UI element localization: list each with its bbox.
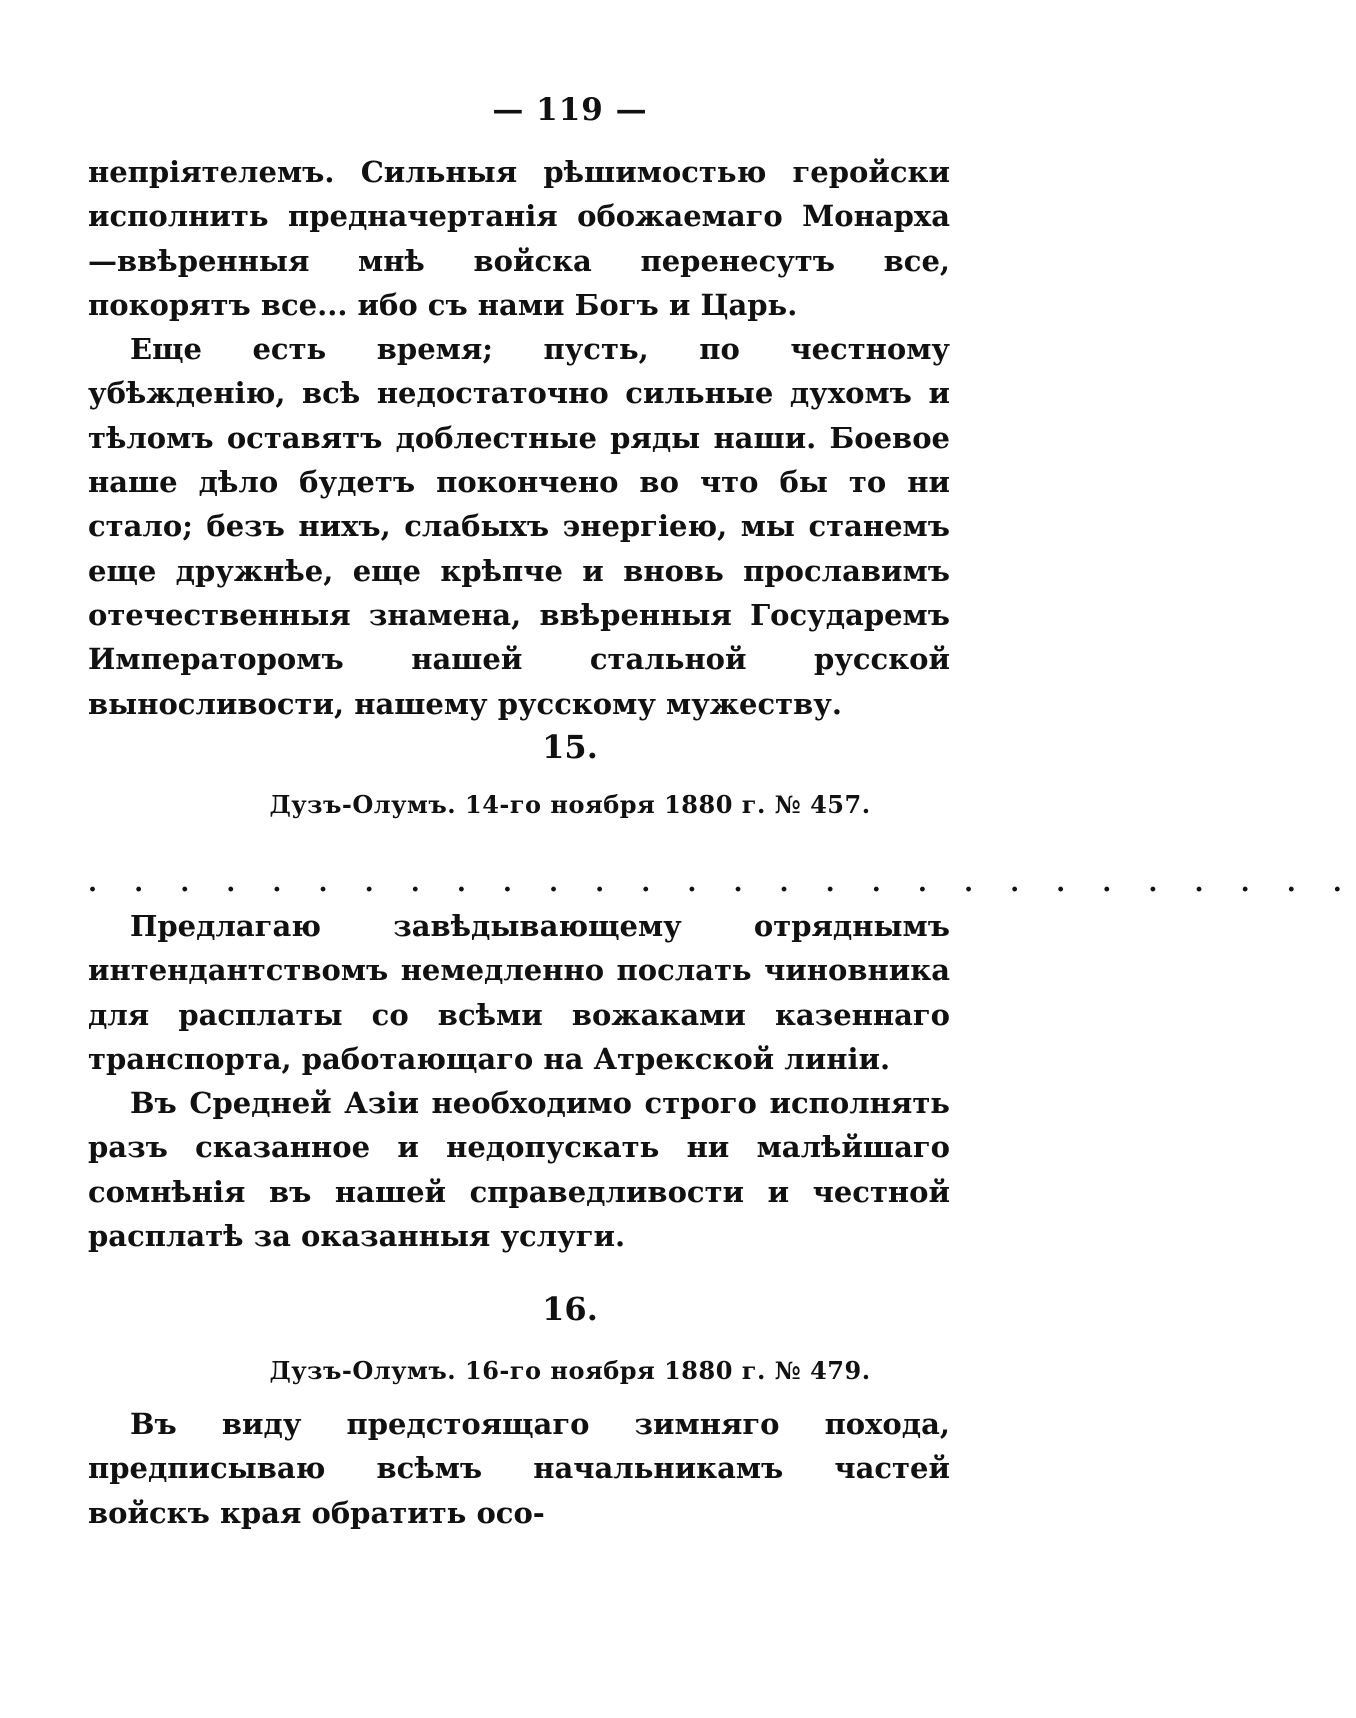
paragraph-order-16: Въ виду предстоящаго зимняго похода, предписываю всѣмъ начальникамъ частей войскъ края обратить осо-: [88, 1407, 950, 1530]
text-block-15: [88, 904, 950, 1258]
ellipsis-row: . . . . . . . . . . . . . . . . . . . . . . . . . . . .: [88, 868, 1356, 898]
section-number-15: 15.: [542, 728, 598, 766]
text-block-top: [88, 150, 950, 726]
paragraph-exhortation: Еще есть время; пусть, по честному убѣжденію, всѣ недостаточно сильные духомъ и тѣломъ оставятъ доблестные ряды наши. Боевое наше дѣло будетъ покончено во что бы то ни стало; безъ нихъ, слабыхъ энергіею, мы станемъ еще дружнѣе, еще крѣпче и вновь прославимъ отечественныя знамена, ввѣренныя Государемъ Императоромъ нашей стальной русской выносливости, нашему русскому мужеству.: [88, 332, 950, 721]
page-number: — 119 —: [492, 92, 648, 128]
paragraph-continued: непріятелемъ. Сильныя рѣшимостью геройски исполнить предначертанія обожаемаго Монарха—ввѣренныя мнѣ войска перенесутъ все, покорятъ все... ибо съ нами Богъ и Царь.: [88, 155, 950, 322]
dateline-16: Дузъ-Олумъ. 16-го ноября 1880 г. № 479.: [269, 1356, 871, 1385]
section-number-16: 16.: [542, 1290, 598, 1328]
paragraph-order-15: Предлагаю завѣдывающему отряднымъ интендантствомъ немедленно послать чиновника для расплаты со всѣми вожаками казеннаго транспорта, работающаго на Атрекской линіи.: [88, 909, 950, 1076]
paragraph-principle-15: Въ Средней Азіи необходимо строго исполнять разъ сказанное и недопускать ни малѣйшаго сомнѣнія въ нашей справедливости и честной расплатѣ за оказанныя услуги.: [88, 1086, 950, 1254]
text-block-16: [88, 1402, 950, 1535]
dateline-15: Дузъ-Олумъ. 14-го ноября 1880 г. № 457.: [269, 790, 871, 819]
